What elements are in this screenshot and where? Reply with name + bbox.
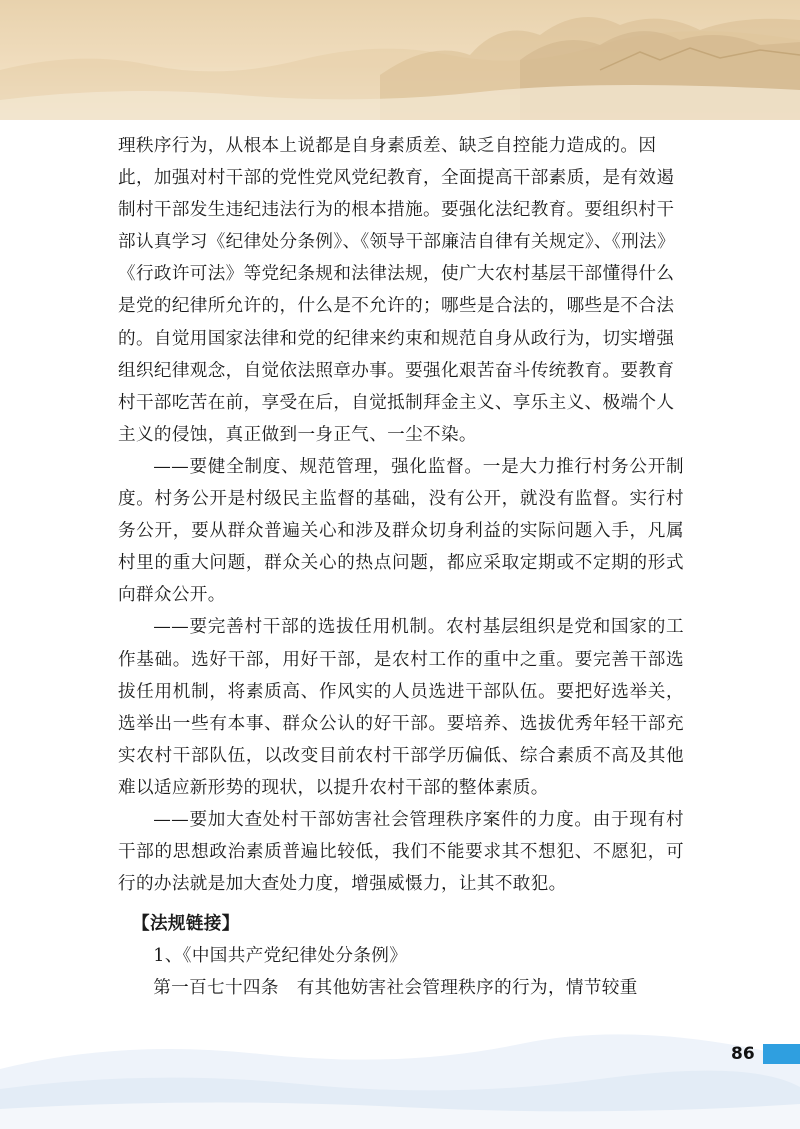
paragraph-continuation: 理秩序行为，从根本上说都是自身素质差、缺乏自控能力造成的。因此，加强对村干部的党性党风党纪教育，全面提高干部素质，是有效遏制村干部发生违纪违法行为的根本措施。要强化法纪教育。要组织村干部认真学习《纪律处分条例》、《领导干部廉洁自律有关规定》、《刑法》《行政许可法》等党纪条规和法律法规，使广大农村基层干部懂得什么是党的纪律所允许的，什么是不允许的；哪些是合法的，哪些是不合法的。自觉用国家法律和党的纪律来约束和规范自身从政行为，切实增强组织纪律观念，自觉依法照章办事。要强化艰苦奋斗传统教育。要教育村干部吃苦在前，享受在后，自觉抵制拜金主义、享乐主义、极端个人主义的侵蚀，真正做到一身正气、一尘不染。: [118, 136, 675, 445]
paragraph-supervision: ——要健全制度、规范管理，强化监督。一是大力推行村务公开制度。村务公开是村级民主监督的基础，没有公开，就没有监督。实行村务公开，要从群众普遍关心和涉及群众切身利益的实际问题入手，凡属村里的重大问题，群众关心的热点问题，都应采取定期或不定期的形式向群众公开。: [118, 456, 684, 606]
footer-wave-band: [0, 999, 800, 1129]
legal-link-item-1: 1、《中国共产党纪律处分条例》: [153, 946, 408, 967]
header-landscape-band: [0, 0, 800, 120]
paragraph-investigation: ——要加大查处村干部妨害社会管理秩序案件的力度。由于现有村干部的思想政治素质普遍比较低，我们不能要求其不想犯、不愿犯，可行的办法就是加大查处力度，增强威慑力，让其不敢犯。: [118, 809, 684, 895]
footer-mist-illustration: [0, 999, 800, 1129]
page-number: 86: [731, 1044, 755, 1064]
paragraph-selection: ——要完善村干部的选拔任用机制。农村基层组织是党和国家的工作基础。选好干部，用好干部，是农村工作的重中之重。要完善干部选拔任用机制，将素质高、作风实的人员选进干部队伍。要把好选举关，选举出一些有本事、群众公认的好干部。要培养、选拔优秀年轻干部充实农村干部队伍，以改变目前农村干部学历偏低、综合素质不高及其他难以适应新形势的现状，以提升农村干部的整体素质。: [118, 617, 684, 798]
legal-link-heading: 【法规链接】: [132, 914, 240, 935]
legal-link-article: 第一百七十四条 有其他妨害社会管理秩序的行为，情节较重: [153, 978, 638, 999]
page-tab-marker: [763, 1044, 800, 1064]
mountain-landscape-illustration: [0, 0, 800, 120]
body-text: [118, 130, 684, 1005]
